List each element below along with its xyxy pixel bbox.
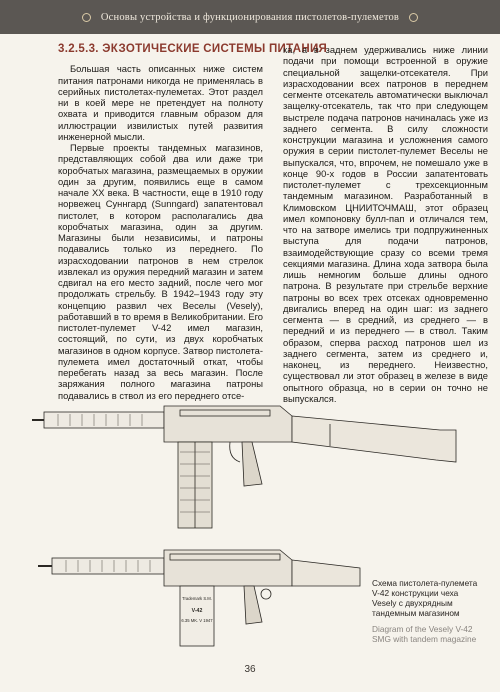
paragraph: Первые проекты тандемных магазинов, представляющих собой два или даже три коробчатых магазина, размещаемых в оружии один за другим, появились еще в самом начале XX века. В частности, еще в 1910 году норвежец Суннгард (Sunngard) запатентовал пистолет, в котором располагались два коробчатых магазина, один за другим. Магазины были независимы, и патроны подавались только из переднего. По израсходовании патронов в нем стрелок извлекал из оружия передний магазин и затем сдвигал на его место задний, после чего мог продолжать стрельбу. В 1942–1943 году эту концепцию развил чех Веселы (Vesely), работавший в то время в Великобритании. Его пистолет-пулемет V-42 имел магазин, состоящий, по сути, из двух коробчатых магазинов в одном корпусе. Затвор пистолета-пулемета имел достаточный откат, чтобы перебегать назад за весь магазин. После заряжания полного магазина патроны подавались в ствол из его переднего отсе- [58,142,263,401]
page-number: 36 [244,664,256,675]
figure-caption [372,578,480,644]
header-title: Основы устройства и функционирования пистолетов-пулеметов [100,11,400,23]
smg-side-view-top [32,406,456,528]
header-ornament-left [82,13,91,22]
magazine-label-line-2: V-42 [191,608,203,614]
running-header [0,0,500,34]
caption-english: Diagram of the Vesely V-42 SMG with tandem magazine [372,624,477,644]
caption-russian: Схема пистолета-пулемета V-42 конструкции чеха Vesely с двухрядным тандемным магазином [372,578,478,618]
paragraph: ка, а в заднем удерживались ниже линии подачи при помощи встроенной в оружие специальной защелки-отсекателя. При израсходовании всех патронов в переднем сегменте отсекатель автоматически выключал защелку-отсекатель, так что при следующем выстреле подача патронов начиналась уже из заднего сегмента. В силу сложности конструкции магазина и усложнения самого оружия в серии пистолет-пулемет Веселы не выпускался, что, впрочем, не помешало уже в конце 90-х годов в России запатентовать пистолет-пулемет с трехсекционным тандемным магазином. Разработанный в Климовском ЦНИИТОЧМАШ, этот образец имел компоновку булл-пап и отличался тем, что на затворе имелись три подпружиненных выступа для подачи патронов, взаимодействующие сразу со всеми тремя секциями магазина. Длина хода затвора была лишь немногим больше длины одного патрона. В результате при стрельбе верхние патроны во всех трех отсеках одновременно двигались вперед на один шаг: из заднего сегмента — в средний, из среднего — в передний и из переднего — в ствол. Таким образом, сперва расход патронов шел из заднего сегмента, затем из среднего и, наконец, из переднего. Неизвестно, существовал ли этот образец в железе в виде опытного образца, но в серии он точно не выпускался. [283,44,488,404]
magazine-label-line-3: 6.35 MK. V 1947 [181,618,213,623]
section-title: 3.2.5.3. ЭКЗОТИЧЕСКИЕ СИСТЕМЫ ПИТАНИЯ [58,43,328,55]
paragraph: Большая часть описанных ниже систем питания патронами никогда не применялась в серийных пистолетах-пулеметах. Этот раздел ни в коей мере не претендует на полноту охвата и приводится главным образом для иллюстрации извилистых путей развития инженерной мысли. [58,63,263,142]
header-ornament-right [409,13,418,22]
magazine-label-line-1: Trademark S.M. [182,596,212,601]
left-column [58,43,328,401]
right-column [283,44,488,404]
